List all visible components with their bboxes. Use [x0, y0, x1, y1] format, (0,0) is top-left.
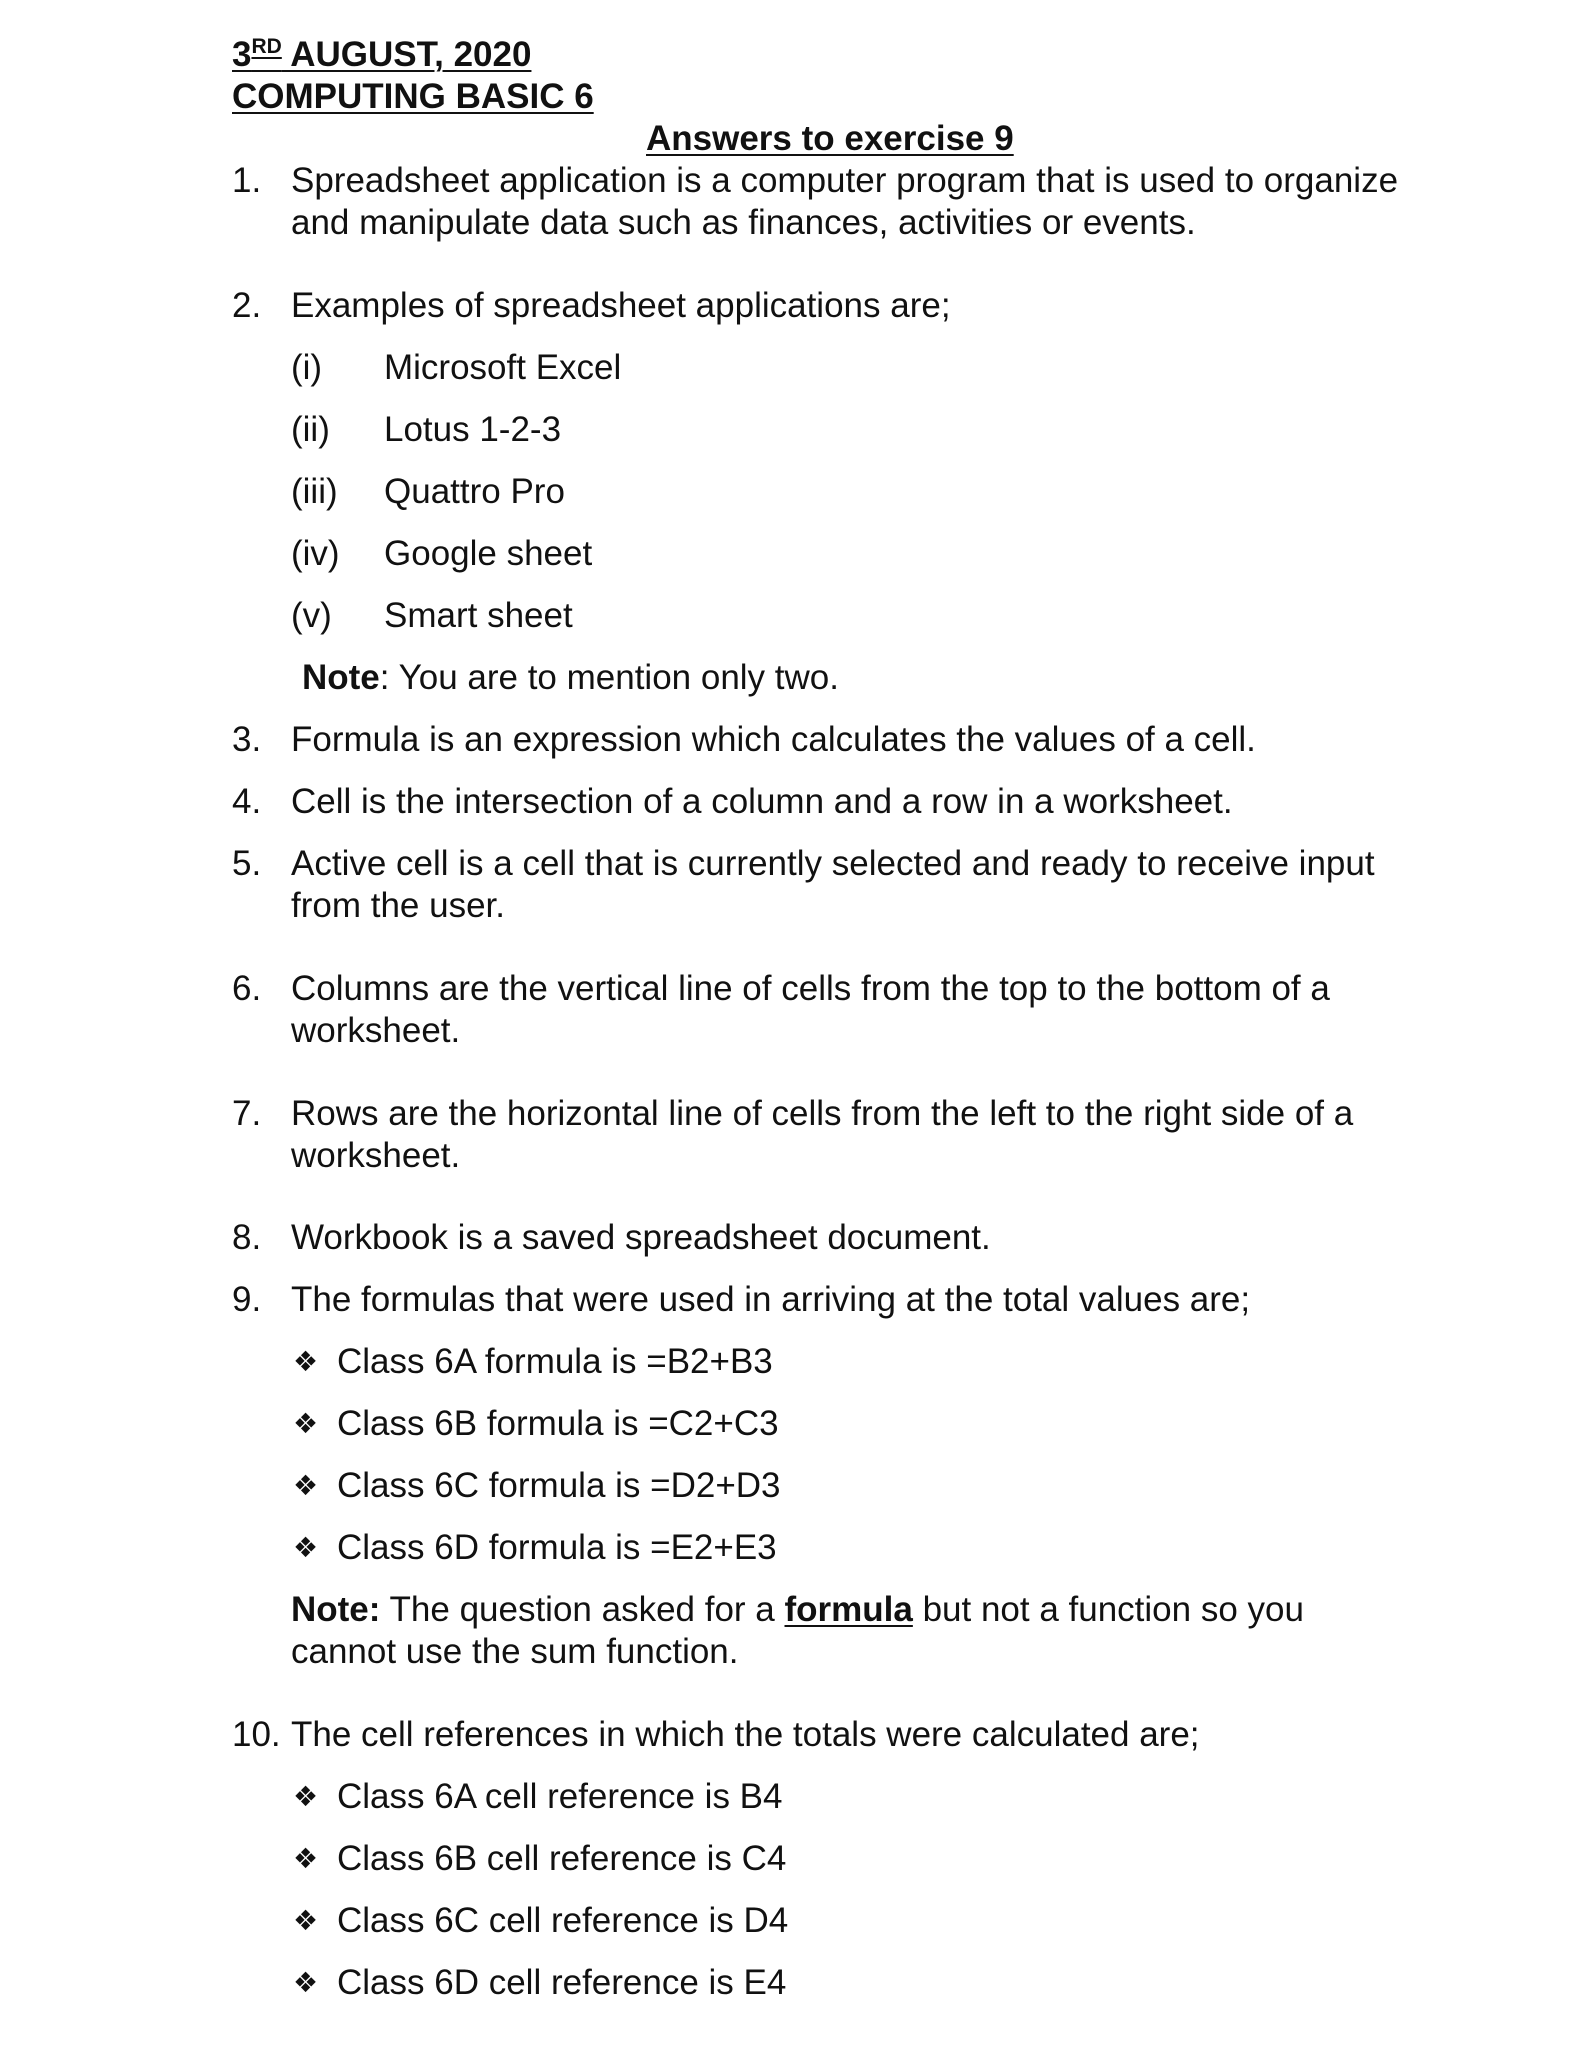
spreadsheet-example: Google sheet: [384, 534, 593, 573]
cell-reference-item: Class 6B cell reference is C4: [337, 1839, 787, 1878]
subject-heading: COMPUTING BASIC 6: [232, 77, 594, 116]
date-month-year: AUGUST, 2020: [281, 35, 532, 74]
date-suffix: RD: [251, 35, 282, 58]
answer-number-6: 6.: [232, 969, 262, 1008]
list-marker: (ii): [291, 410, 330, 449]
spreadsheet-example: Lotus 1-2-3: [384, 410, 562, 449]
spreadsheet-example: Smart sheet: [384, 596, 573, 635]
bullet-diamond-icon: ❖: [293, 1408, 319, 1439]
note-emphasis: formula: [784, 1590, 913, 1629]
answer-9-note-line-1: [291, 1589, 1304, 1631]
answer-9-text: The formulas that were used in arriving at the total values are;: [291, 1280, 1251, 1319]
note-text: The question asked for a: [380, 1590, 785, 1629]
answer-number-3: 3.: [232, 720, 262, 759]
bullet-diamond-icon: ❖: [293, 1532, 319, 1563]
answer-10-text: The cell references in which the totals were calculated are;: [291, 1715, 1200, 1754]
answer-number-9: 9.: [232, 1280, 262, 1319]
answer-8-text: Workbook is a saved spreadsheet document.: [291, 1218, 991, 1257]
answer-3-text: Formula is an expression which calculates the values of a cell.: [291, 720, 1256, 759]
answer-6-line-2: worksheet.: [291, 1011, 461, 1050]
answer-number-10: 10.: [232, 1715, 281, 1754]
answer-number-2: 2.: [232, 286, 262, 325]
list-marker: (i): [291, 348, 323, 387]
formula-item: Class 6A formula is =B2+B3: [337, 1342, 773, 1381]
spreadsheet-example: Microsoft Excel: [384, 348, 622, 387]
page-title: Answers to exercise 9: [646, 119, 1014, 158]
list-marker: (iii): [291, 472, 338, 511]
answer-5-line-2: from the user.: [291, 886, 505, 925]
date-heading: [232, 34, 531, 81]
note-text: : You are to mention only two.: [379, 658, 839, 697]
bullet-diamond-icon: ❖: [293, 1346, 319, 1377]
bullet-diamond-icon: ❖: [293, 1967, 319, 1998]
bullet-diamond-icon: ❖: [293, 1905, 319, 1936]
formula-item: Class 6B formula is =C2+C3: [337, 1404, 779, 1443]
note-text: but not a function so you: [912, 1590, 1304, 1629]
formula-item: Class 6D formula is =E2+E3: [337, 1528, 777, 1567]
answer-9-note-line-2: cannot use the sum function.: [291, 1632, 739, 1671]
answer-number-5: 5.: [232, 844, 262, 883]
bullet-diamond-icon: ❖: [293, 1781, 319, 1812]
answer-number-8: 8.: [232, 1218, 262, 1257]
bullet-diamond-icon: ❖: [293, 1470, 319, 1501]
list-marker: (iv): [291, 534, 340, 573]
answer-6-line-1: Columns are the vertical line of cells from the top to the bottom of a: [291, 969, 1330, 1008]
formula-item: Class 6C formula is =D2+D3: [337, 1466, 781, 1505]
answer-4-text: Cell is the intersection of a column and a row in a worksheet.: [291, 782, 1233, 821]
answer-2-text: Examples of spreadsheet applications are;: [291, 286, 951, 325]
date-day: 3: [232, 35, 252, 74]
answer-number-1: 1.: [232, 161, 262, 200]
cell-reference-item: Class 6D cell reference is E4: [337, 1963, 787, 2002]
answer-7-line-1: Rows are the horizontal line of cells from the left to the right side of a: [291, 1094, 1354, 1133]
bullet-diamond-icon: ❖: [293, 1843, 319, 1874]
answer-2-note: [302, 657, 839, 699]
answer-5-line-1: Active cell is a cell that is currently selected and ready to receive input: [291, 844, 1375, 883]
answer-7-line-2: worksheet.: [291, 1136, 461, 1175]
cell-reference-item: Class 6A cell reference is B4: [337, 1777, 783, 1816]
answer-1-line-2: and manipulate data such as finances, activities or events.: [291, 203, 1196, 242]
answer-number-7: 7.: [232, 1094, 262, 1133]
cell-reference-item: Class 6C cell reference is D4: [337, 1901, 789, 1940]
note-label: Note:: [291, 1590, 381, 1629]
answer-1-line-1: Spreadsheet application is a computer program that is used to organize: [291, 161, 1399, 200]
spreadsheet-example: Quattro Pro: [384, 472, 565, 511]
note-label: Note: [302, 658, 380, 697]
list-marker: (v): [291, 596, 332, 635]
answer-number-4: 4.: [232, 782, 262, 821]
